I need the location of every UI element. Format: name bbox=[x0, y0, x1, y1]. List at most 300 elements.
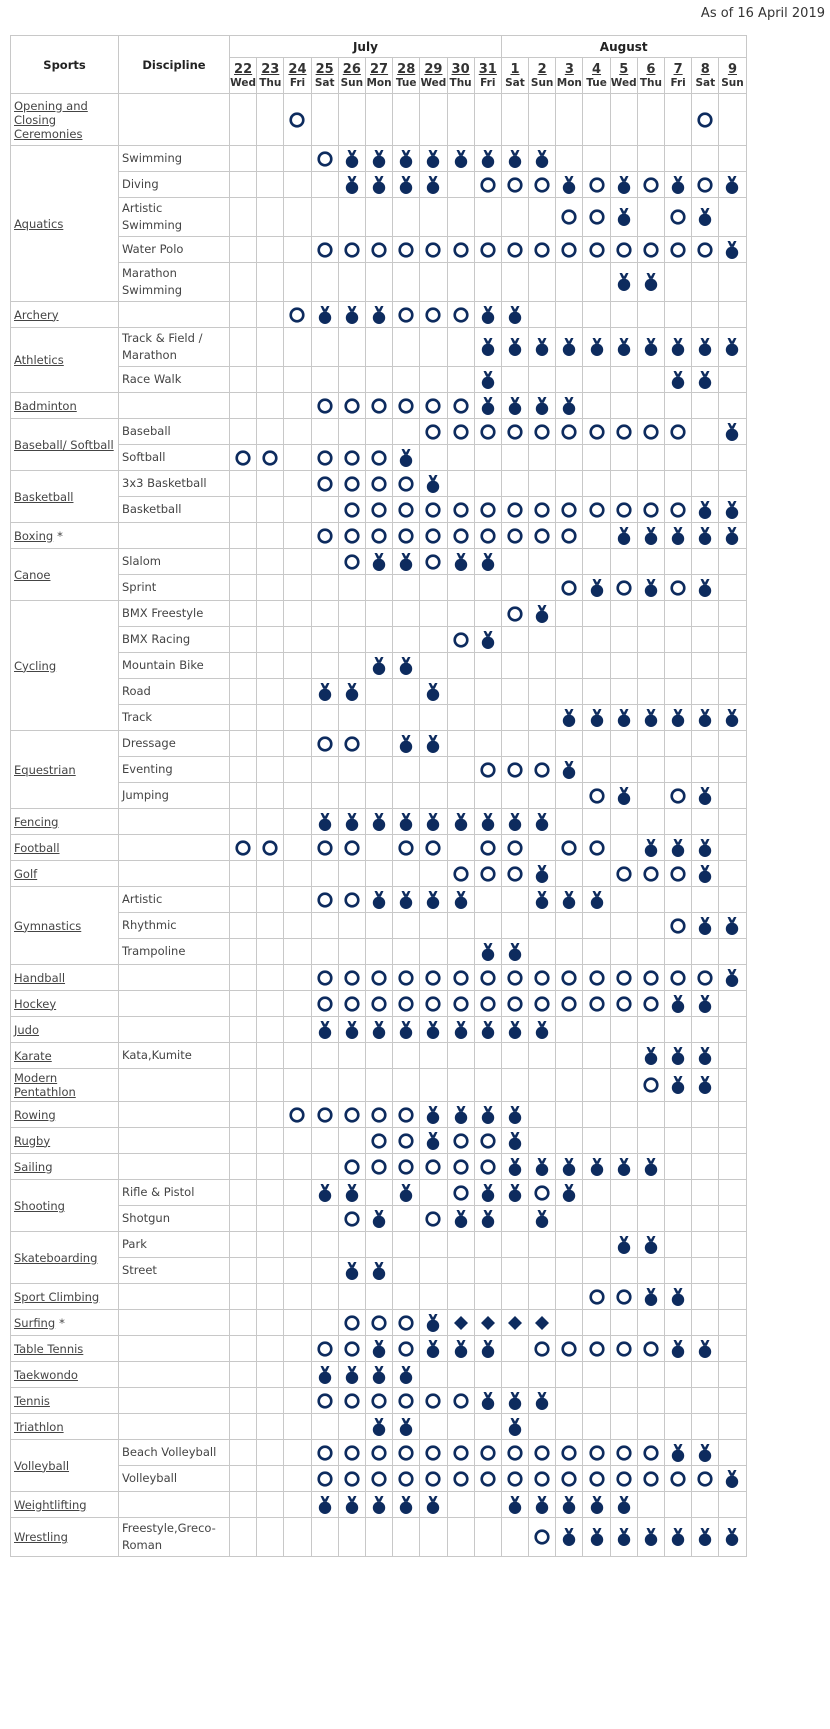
schedule-cell bbox=[610, 809, 637, 835]
competition-day-icon bbox=[342, 734, 362, 754]
sport-link[interactable]: Hockey bbox=[14, 996, 57, 1011]
sport-link[interactable]: Gymnastics bbox=[14, 918, 82, 933]
medal-event-icon bbox=[451, 890, 471, 910]
day-of-week: Fri bbox=[480, 76, 496, 89]
medal-event-icon bbox=[641, 1527, 661, 1547]
schedule-cell bbox=[420, 601, 447, 627]
competition-day-icon bbox=[451, 994, 471, 1014]
day-number[interactable]: 30 bbox=[451, 61, 470, 77]
day-number[interactable]: 6 bbox=[646, 61, 656, 77]
competition-day-icon bbox=[315, 1339, 335, 1359]
schedule-cell bbox=[637, 146, 664, 172]
schedule-cell bbox=[719, 1284, 746, 1310]
sport-link[interactable]: Athletics bbox=[14, 353, 64, 367]
competition-day-icon bbox=[614, 422, 634, 442]
schedule-cell bbox=[665, 627, 692, 653]
schedule-cell bbox=[393, 328, 420, 367]
competition-day-icon bbox=[668, 916, 688, 936]
schedule-cell bbox=[501, 471, 528, 497]
sport-link[interactable]: Aquatics bbox=[14, 216, 64, 231]
schedule-cell bbox=[692, 939, 719, 965]
day-number[interactable]: 29 bbox=[424, 61, 443, 77]
day-header[interactable] bbox=[610, 58, 637, 94]
schedule-cell bbox=[637, 939, 664, 965]
schedule-cell bbox=[637, 1284, 664, 1310]
schedule-cell bbox=[474, 419, 501, 445]
sport-link[interactable]: Tennis bbox=[14, 1393, 50, 1408]
sport-link[interactable]: Rugby bbox=[14, 1133, 51, 1148]
schedule-cell bbox=[284, 1310, 311, 1336]
competition-day-icon bbox=[695, 1469, 715, 1489]
schedule-cell bbox=[556, 809, 583, 835]
schedule-cell bbox=[257, 393, 284, 419]
schedule-cell bbox=[719, 731, 746, 757]
schedule-cell bbox=[474, 1043, 501, 1069]
medal-event-icon bbox=[505, 1131, 525, 1151]
day-header[interactable] bbox=[692, 58, 719, 94]
schedule-cell bbox=[284, 1069, 311, 1102]
schedule-cell bbox=[447, 653, 474, 679]
competition-day-icon bbox=[423, 500, 443, 520]
schedule-cell bbox=[284, 1414, 311, 1440]
table-row bbox=[11, 1414, 747, 1440]
sport-link[interactable]: Cycling bbox=[14, 658, 57, 673]
day-number[interactable]: 7 bbox=[673, 61, 683, 77]
schedule-cell bbox=[420, 263, 447, 302]
competition-day-icon bbox=[315, 149, 335, 169]
table-row bbox=[11, 939, 747, 965]
schedule-cell bbox=[692, 1180, 719, 1206]
sport-cell bbox=[11, 991, 119, 1017]
schedule-cell bbox=[311, 809, 338, 835]
table-row bbox=[11, 1128, 747, 1154]
sport-link[interactable]: Judo bbox=[14, 1022, 40, 1037]
day-header[interactable] bbox=[665, 58, 692, 94]
schedule-cell bbox=[610, 302, 637, 328]
schedule-cell bbox=[311, 575, 338, 601]
schedule-cell bbox=[610, 1232, 637, 1258]
competition-day-icon bbox=[451, 968, 471, 988]
schedule-cell bbox=[284, 575, 311, 601]
day-header[interactable] bbox=[284, 58, 311, 94]
schedule-cell bbox=[610, 1154, 637, 1180]
schedule-cell bbox=[583, 809, 610, 835]
schedule-cell bbox=[474, 1206, 501, 1232]
schedule-cell bbox=[556, 302, 583, 328]
day-header[interactable] bbox=[556, 58, 583, 94]
medal-event-icon bbox=[668, 175, 688, 195]
schedule-cell bbox=[365, 1284, 392, 1310]
schedule-cell bbox=[257, 731, 284, 757]
competition-day-icon bbox=[315, 474, 335, 494]
competition-day-icon bbox=[505, 604, 525, 624]
competition-day-icon bbox=[532, 526, 552, 546]
schedule-cell bbox=[230, 523, 257, 549]
schedule-cell bbox=[447, 679, 474, 705]
competition-day-icon bbox=[396, 1157, 416, 1177]
schedule-cell bbox=[230, 627, 257, 653]
schedule-cell bbox=[501, 939, 528, 965]
schedule-cell bbox=[393, 1232, 420, 1258]
discipline-cell bbox=[119, 991, 230, 1017]
sport-link[interactable]: Table Tennis bbox=[14, 1341, 84, 1356]
day-header[interactable] bbox=[311, 58, 338, 94]
day-header[interactable] bbox=[501, 58, 528, 94]
day-header[interactable] bbox=[230, 58, 257, 94]
schedule-cell bbox=[719, 601, 746, 627]
schedule-cell bbox=[610, 991, 637, 1017]
schedule-cell bbox=[365, 302, 392, 328]
medal-event-icon bbox=[695, 994, 715, 1014]
day-number[interactable]: 3 bbox=[564, 61, 574, 77]
schedule-cell bbox=[719, 302, 746, 328]
schedule-cell bbox=[501, 887, 528, 913]
day-number[interactable]: 26 bbox=[342, 61, 361, 77]
sport-link[interactable]: Shooting bbox=[14, 1198, 65, 1213]
schedule-cell bbox=[556, 419, 583, 445]
schedule-cell bbox=[257, 263, 284, 302]
schedule-cell bbox=[230, 302, 257, 328]
sport-link[interactable]: Wrestling bbox=[14, 1530, 68, 1544]
schedule-cell bbox=[556, 1154, 583, 1180]
medal-event-icon bbox=[342, 812, 362, 832]
day-number[interactable]: 23 bbox=[261, 61, 280, 77]
medal-event-icon bbox=[532, 812, 552, 832]
table-row bbox=[11, 1206, 747, 1232]
competition-day-icon bbox=[559, 968, 579, 988]
schedule-cell bbox=[719, 575, 746, 601]
schedule-cell bbox=[393, 991, 420, 1017]
schedule-cell bbox=[556, 1466, 583, 1492]
sport-link[interactable]: Karate bbox=[14, 1048, 52, 1063]
medal-event-icon bbox=[423, 1131, 443, 1151]
table-row bbox=[11, 1440, 747, 1466]
sport-link[interactable]: Rowing bbox=[14, 1107, 56, 1122]
schedule-cell bbox=[610, 627, 637, 653]
medal-event-icon bbox=[451, 812, 471, 832]
sport-link[interactable]: Weightlifting bbox=[14, 1497, 87, 1512]
sport-link[interactable]: Taekwondo bbox=[14, 1367, 78, 1382]
schedule-cell bbox=[311, 705, 338, 731]
schedule-cell bbox=[420, 809, 447, 835]
schedule-cell bbox=[583, 575, 610, 601]
schedule-cell bbox=[257, 679, 284, 705]
day-of-week: Sun bbox=[530, 76, 554, 89]
schedule-cell bbox=[692, 172, 719, 198]
schedule-cell bbox=[556, 731, 583, 757]
schedule-cell bbox=[311, 393, 338, 419]
day-number[interactable]: 27 bbox=[369, 61, 389, 77]
schedule-cell bbox=[393, 1206, 420, 1232]
discipline-cell bbox=[119, 861, 230, 887]
medal-event-icon bbox=[695, 916, 715, 936]
schedule-cell bbox=[365, 471, 392, 497]
schedule-cell bbox=[365, 237, 392, 263]
sport-link[interactable]: Equestrian bbox=[14, 762, 76, 777]
schedule-cell bbox=[365, 94, 392, 146]
table-row bbox=[11, 497, 747, 523]
schedule-cell bbox=[284, 198, 311, 237]
day-number[interactable]: 31 bbox=[478, 61, 497, 77]
table-row bbox=[11, 1232, 747, 1258]
competition-day-icon bbox=[614, 968, 634, 988]
medal-event-icon bbox=[423, 1339, 443, 1359]
schedule-cell bbox=[284, 809, 311, 835]
discipline-cell: Trampoline bbox=[119, 939, 230, 965]
schedule-cell bbox=[420, 1017, 447, 1043]
schedule-cell bbox=[529, 1440, 556, 1466]
schedule-cell bbox=[447, 861, 474, 887]
schedule-cell bbox=[719, 497, 746, 523]
schedule-cell bbox=[393, 1017, 420, 1043]
schedule-cell bbox=[230, 1518, 257, 1557]
schedule-cell bbox=[637, 1017, 664, 1043]
day-number[interactable]: 28 bbox=[397, 61, 416, 77]
medal-event-icon bbox=[369, 149, 389, 169]
schedule-cell bbox=[556, 1232, 583, 1258]
schedule-cell bbox=[257, 367, 284, 393]
schedule-cell bbox=[365, 1180, 392, 1206]
day-header[interactable] bbox=[719, 58, 746, 94]
schedule-cell bbox=[529, 575, 556, 601]
schedule-cell bbox=[665, 1336, 692, 1362]
schedule-cell bbox=[474, 757, 501, 783]
schedule-cell bbox=[393, 1414, 420, 1440]
schedule-cell bbox=[529, 757, 556, 783]
schedule-cell bbox=[665, 757, 692, 783]
competition-day-icon bbox=[695, 110, 715, 130]
schedule-cell bbox=[665, 1492, 692, 1518]
schedule-cell bbox=[529, 146, 556, 172]
medal-event-icon bbox=[342, 1365, 362, 1385]
competition-day-icon bbox=[423, 994, 443, 1014]
competition-day-icon bbox=[614, 994, 634, 1014]
sport-link[interactable]: Badminton bbox=[14, 398, 77, 413]
schedule-cell bbox=[583, 1362, 610, 1388]
competition-day-icon bbox=[369, 240, 389, 260]
schedule-cell bbox=[230, 1466, 257, 1492]
sport-link[interactable]: Opening and Closing Ceremonies bbox=[14, 98, 88, 141]
day-header[interactable] bbox=[529, 58, 556, 94]
schedule-cell bbox=[556, 991, 583, 1017]
schedule-cell bbox=[474, 1466, 501, 1492]
schedule-cell bbox=[474, 835, 501, 861]
medal-event-icon bbox=[315, 1365, 335, 1385]
medal-event-icon bbox=[396, 656, 416, 676]
schedule-cell bbox=[393, 497, 420, 523]
medal-event-icon bbox=[722, 500, 742, 520]
day-header[interactable] bbox=[420, 58, 447, 94]
day-header[interactable] bbox=[257, 58, 284, 94]
sport-link[interactable]: Baseball/ Softball bbox=[14, 437, 114, 452]
discipline-cell: Track & Field / Marathon bbox=[119, 328, 230, 367]
day-header[interactable] bbox=[447, 58, 474, 94]
sport-cell bbox=[11, 1232, 119, 1284]
sport-link[interactable]: Sport Climbing bbox=[14, 1289, 100, 1304]
day-number[interactable]: 1 bbox=[510, 61, 520, 77]
schedule-cell bbox=[257, 913, 284, 939]
day-number[interactable]: 4 bbox=[592, 61, 602, 77]
schedule-cell bbox=[338, 1180, 365, 1206]
schedule-cell bbox=[529, 1336, 556, 1362]
discipline-cell bbox=[119, 1102, 230, 1128]
competition-day-icon bbox=[342, 1157, 362, 1177]
competition-day-icon bbox=[614, 864, 634, 884]
sport-link[interactable]: Skateboarding bbox=[14, 1250, 98, 1265]
schedule-cell bbox=[474, 237, 501, 263]
sport-link[interactable]: Volleyball bbox=[14, 1458, 70, 1473]
day-header[interactable] bbox=[393, 58, 420, 94]
day-number[interactable]: 9 bbox=[727, 61, 737, 77]
sport-link[interactable]: Sailing bbox=[14, 1159, 53, 1174]
medal-event-icon bbox=[587, 708, 607, 728]
sport-link[interactable]: Surfing bbox=[14, 1315, 56, 1330]
schedule-cell bbox=[610, 1069, 637, 1102]
medal-event-icon bbox=[614, 175, 634, 195]
medal-event-icon bbox=[559, 708, 579, 728]
schedule-cell bbox=[420, 1466, 447, 1492]
day-header[interactable] bbox=[365, 58, 392, 94]
schedule-cell bbox=[556, 965, 583, 991]
competition-day-icon bbox=[369, 994, 389, 1014]
schedule-cell bbox=[284, 1102, 311, 1128]
schedule-cell bbox=[610, 393, 637, 419]
schedule-cell bbox=[692, 783, 719, 809]
competition-day-icon bbox=[505, 838, 525, 858]
schedule-cell bbox=[501, 731, 528, 757]
competition-day-icon bbox=[396, 968, 416, 988]
competition-day-icon bbox=[315, 838, 335, 858]
sport-link[interactable]: Canoe bbox=[14, 567, 51, 582]
sport-link[interactable]: Boxing bbox=[14, 528, 54, 543]
schedule-cell bbox=[692, 497, 719, 523]
schedule-cell bbox=[338, 237, 365, 263]
schedule-cell bbox=[610, 419, 637, 445]
schedule-cell bbox=[583, 1388, 610, 1414]
schedule-cell bbox=[529, 913, 556, 939]
schedule-cell bbox=[257, 1128, 284, 1154]
schedule-cell bbox=[311, 1414, 338, 1440]
schedule-cell bbox=[420, 705, 447, 731]
schedule-cell bbox=[719, 913, 746, 939]
schedule-cell bbox=[719, 1414, 746, 1440]
discipline-cell: Beach Volleyball bbox=[119, 1440, 230, 1466]
schedule-cell bbox=[447, 939, 474, 965]
schedule-cell bbox=[501, 1206, 528, 1232]
schedule-cell bbox=[665, 1043, 692, 1069]
schedule-cell bbox=[311, 1388, 338, 1414]
schedule-cell bbox=[257, 991, 284, 1017]
day-number[interactable]: 22 bbox=[234, 61, 253, 77]
competition-day-icon bbox=[587, 1287, 607, 1307]
sport-link[interactable]: Handball bbox=[14, 970, 66, 985]
day-number[interactable]: 5 bbox=[619, 61, 629, 77]
medal-event-icon bbox=[369, 1365, 389, 1385]
day-header[interactable] bbox=[637, 58, 664, 94]
schedule-cell bbox=[284, 861, 311, 887]
schedule-cell bbox=[637, 627, 664, 653]
schedule-cell bbox=[665, 653, 692, 679]
schedule-cell bbox=[556, 601, 583, 627]
schedule-cell bbox=[474, 783, 501, 809]
discipline-cell bbox=[119, 1492, 230, 1518]
schedule-cell bbox=[311, 1180, 338, 1206]
schedule-cell bbox=[338, 627, 365, 653]
day-number[interactable]: 24 bbox=[288, 61, 307, 77]
schedule-cell bbox=[583, 94, 610, 146]
sport-link[interactable]: Archery bbox=[14, 307, 59, 322]
sport-link[interactable]: Triathlon bbox=[14, 1419, 64, 1434]
sport-link[interactable]: Modern Pentathlon bbox=[14, 1071, 76, 1099]
competition-day-icon bbox=[233, 838, 253, 858]
sport-link[interactable]: Basketball bbox=[14, 489, 74, 504]
day-number[interactable]: 2 bbox=[537, 61, 547, 77]
discipline-cell: Water Polo bbox=[119, 237, 230, 263]
schedule-cell bbox=[447, 1232, 474, 1258]
competition-day-icon bbox=[369, 526, 389, 546]
schedule-cell bbox=[556, 1017, 583, 1043]
schedule-cell bbox=[665, 887, 692, 913]
schedule-cell bbox=[501, 705, 528, 731]
as-of-date: As of 16 April 2019 bbox=[700, 6, 825, 21]
medal-event-icon bbox=[695, 864, 715, 884]
schedule-cell bbox=[257, 471, 284, 497]
schedule-cell bbox=[665, 1388, 692, 1414]
schedule-cell bbox=[420, 328, 447, 367]
sport-link[interactable]: Fencing bbox=[14, 814, 59, 829]
schedule-cell bbox=[529, 861, 556, 887]
schedule-cell bbox=[365, 1518, 392, 1557]
day-header[interactable] bbox=[583, 58, 610, 94]
sport-cell bbox=[11, 1128, 119, 1154]
schedule-cell bbox=[692, 419, 719, 445]
schedule-cell bbox=[447, 913, 474, 939]
schedule-cell bbox=[637, 1492, 664, 1518]
sport-link[interactable]: Golf bbox=[14, 866, 38, 881]
day-number[interactable]: 8 bbox=[700, 61, 710, 77]
discipline-cell: Diving bbox=[119, 172, 230, 198]
schedule-cell bbox=[583, 1284, 610, 1310]
schedule-cell bbox=[284, 679, 311, 705]
schedule-cell bbox=[556, 1180, 583, 1206]
schedule-cell bbox=[393, 965, 420, 991]
schedule-cell bbox=[257, 1069, 284, 1102]
schedule-cell bbox=[230, 172, 257, 198]
sport-cell bbox=[11, 965, 119, 991]
schedule-cell bbox=[420, 653, 447, 679]
schedule-cell bbox=[556, 835, 583, 861]
competition-day-icon bbox=[587, 175, 607, 195]
schedule-cell bbox=[501, 757, 528, 783]
day-header[interactable] bbox=[474, 58, 501, 94]
schedule-cell bbox=[474, 445, 501, 471]
schedule-cell bbox=[447, 1069, 474, 1102]
schedule-cell bbox=[420, 1492, 447, 1518]
day-header[interactable] bbox=[338, 58, 365, 94]
medal-event-icon bbox=[478, 305, 498, 325]
schedule-cell bbox=[447, 497, 474, 523]
competition-day-icon bbox=[423, 305, 443, 325]
discipline-cell bbox=[119, 1017, 230, 1043]
day-number[interactable]: 25 bbox=[315, 61, 334, 77]
schedule-cell bbox=[230, 1154, 257, 1180]
schedule-cell bbox=[447, 302, 474, 328]
sport-link[interactable]: Football bbox=[14, 840, 60, 855]
schedule-cell bbox=[610, 601, 637, 627]
schedule-cell bbox=[665, 1310, 692, 1336]
schedule-cell bbox=[447, 835, 474, 861]
schedule-cell bbox=[556, 939, 583, 965]
